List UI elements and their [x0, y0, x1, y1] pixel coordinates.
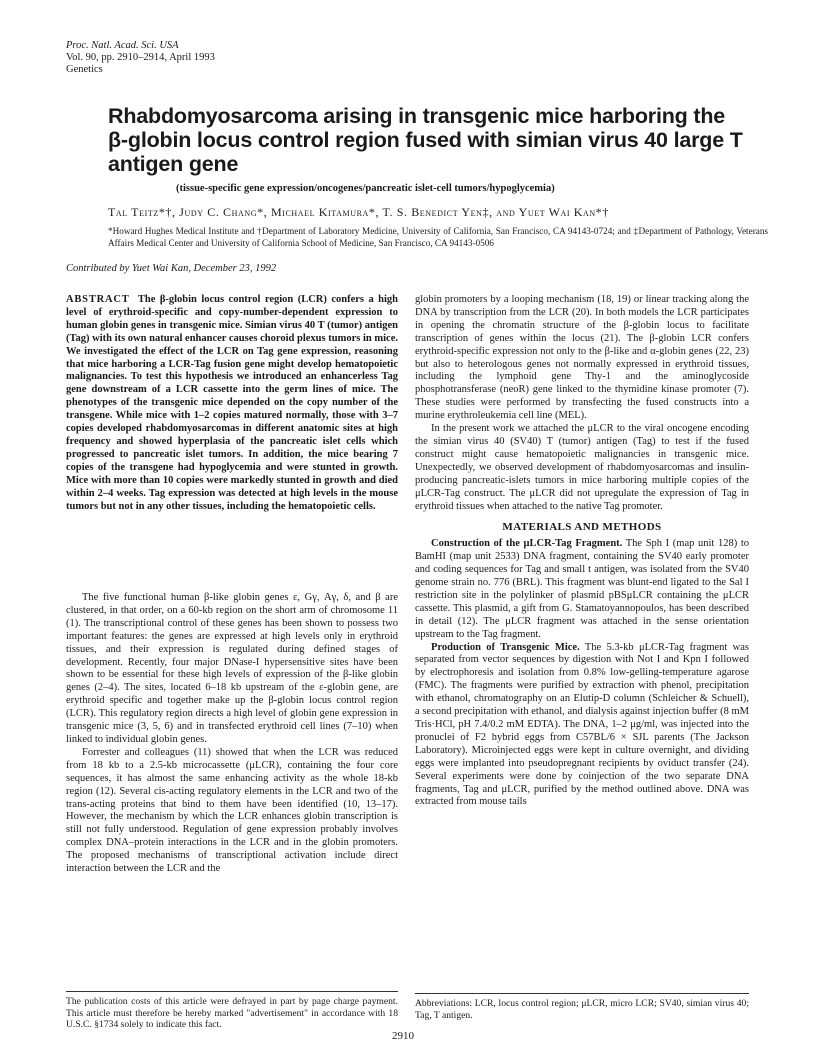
abbreviations-footnote: Abbreviations: LCR, locus control region; μLCR, micro LCR; SV40, simian virus 40; Tag, T antigen.: [415, 998, 749, 1021]
footnote-divider-right: [415, 993, 749, 994]
abstract: [66, 294, 398, 513]
production-text: The 5.3-kb μLCR-Tag fragment was separated from vector sequences by digestion with Not I and Kpn I followed by electrophoresis and isolation from 0.8% low-gelling-temperature agarose (FMC). The fragments were purified by extraction with phenol, precipitation with ethanol, chromatography on an Elutip-D column (Schleicher & Schuell), a second precipitation with ethanol, and dialysis against injection buffer (8 mM Tris·HCl, pH 7.4/0.2 mM EDTA). The DNA, 1–2 μg/ml, was injected into the pronuclei of F2 hybrid eggs from C57BL/6 × SJL parents (The Jackson Laboratory). Microinjected eggs were kept in culture overnight, and dividing eggs were implanted into pseudopregnant recipients by oviduct transfer (24). Several experiments were done by coinjection of the two separate DNA fragments, Tag and μLCR, purified by the method outlined above. DNA was extracted from mouse tails: [415, 641, 750, 808]
intro-continued: globin promoters by a looping mechanism (18, 19) or linear tracking along the DNA by transcription from the LCR (20). In both models the LCR participates in opening the chromatin structure of the β-globin locus to facilitate transcription of genes within the locus (21). The β-globin LCR confers erythroid-specific expression not only to the β-like and α-globin genes (22, 23) but also to heterologous genes not normally expressed in erythroid tissues, including the lymphoid gene Thy-1 and the aminoglycoside phosphotransferase (neoR) gene linked to the thymidine kinase promoter (7). These studies were performed by transfecting the fused constructs into a murine erythroleukemia cell line (MEL).: [415, 294, 749, 422]
authors: Tal Teitz*†, Judy C. Chang*, Michael Kitamura*, T. S. Benedict Yen‡, and Yuet Wai Kan*†: [108, 205, 609, 219]
contributed-by: Contributed by Yuet Wai Kan, December 23, 1992: [66, 263, 277, 274]
article-title: Rhabdomyosarcoma arising in transgenic mice harboring the β-globin locus control region fused with simian virus 40 large T antigen gene: [108, 104, 743, 176]
construction-paragraph: [415, 538, 749, 641]
journal-header: [66, 40, 215, 76]
journal-volume: Vol. 90, pp. 2910–2914, April 1993: [66, 52, 215, 63]
abstract-text: The β-globin locus control region (LCR) confers a high level of erythroid-specific and copy-number-dependent expression to human globin genes in transgenic mice. Simian virus 40 T (tumor) antigen (Tag) with its own natural enhancer causes choroid plexus tumors in mice. We investigated the effect of the LCR on Tag gene expression, reasoning that mice harboring a LCR-Tag fusion gene might develop hematopoietic malignancies. To test this hypothesis we introduced an enhancerless Tag gene downstream of a LCR cassette into the germ lines of mice. The phenotypes of the transgenic mice depended on the copy number of the transgene. While mice with 1–2 copies matured normally, those with 3–7 copies developed rhabdomyosarcomas in different anatomic sites at high frequency and showed hyperplasia of the pancreatic islet cells which progressed to pancreatic islet tumors. In addition, the mice bearing 7 copies of the transgene had hypoglycemia and were stunted in growth. Mice with more than 10 copies were markedly stunted in growth and died within 2–4 weeks. Tag expression was detected at high levels in the mouse tumors but not in any other tissues, including the hematopoietic cells.: [66, 294, 399, 512]
footnote-divider-left: [66, 991, 398, 992]
publication-costs-footnote: The publication costs of this article were defrayed in part by page charge payment. This article must therefore be hereby marked "advertisement" in accordance with 18 U.S.C. §1734 solely to indicate this fact.: [66, 996, 398, 1030]
journal-name: Proc. Natl. Acad. Sci. USA: [66, 40, 179, 51]
journal-section: Genetics: [66, 64, 103, 75]
affiliations: *Howard Hughes Medical Institute and †Department of Laboratory Medicine, University of California, San Francisco, CA 94143-0724; and ‡Department of Pathology, Veterans Affairs Medical Center and University of California School of Medicine, San Francisco, CA 94143-0506: [108, 226, 768, 248]
intro-paragraph-3: In the present work we attached the μLCR to the viral oncogene encoding the simian virus 40 (SV40) T (tumor) antigen (Tag) to test if the fused construct might cause hematopoietic malignancies in transgenic mice. Unexpectedly, we observed development of rhabdomyosarcomas and insulin-producing pancreatic-islets tumors in mice harboring multiple copies of the μLCR-Tag construct. The μLCR did not upregulate the expression of Tag in erythroid tissues when attached to the native Tag promoter.: [415, 423, 749, 512]
intro-paragraph-1: The five functional human β-like globin genes ε, Gγ, Aγ, δ, and β are clustered, in that order, on a 60-kb region on the short arm of chromosome 11 (1). The transcriptional control of these genes has been shown to possess two important features: the genes are expressed at high levels only in erythroid tissues, and their expression is regulated during defined stages of development. Recently, four major DNase-I hypersensitive sites have been shown to be essential for these high levels of expression of the β-like globin genes (2–4). The sites, located 6–18 kb upstream of the ε-globin gene, are erythroid specific and together make up the β-globin locus control region (LCR). This regulatory region directs a high level of globin gene expression in transgenic mice (3, 5, 6) and in transfected erythroid cell lines (7–10) when linked to individual globin genes.: [66, 592, 398, 745]
production-heading: Production of Transgenic Mice.: [431, 641, 580, 653]
page-number: 2910: [392, 1030, 414, 1042]
methods-heading: MATERIALS AND METHODS: [502, 521, 662, 534]
construction-heading: Construction of the μLCR-Tag Fragment.: [431, 538, 623, 550]
left-body: [66, 592, 398, 876]
abstract-label: ABSTRACT: [66, 294, 130, 305]
keywords: (tissue-specific gene expression/oncogenes/pancreatic islet-cell tumors/hypoglycemia): [176, 183, 555, 194]
construction-text: The Sph I (map unit 128) to BamHI (map unit 2533) DNA fragment, containing the SV40 early promoter and coding sequences for Tag and small t antigen, was isolated from the SV40 genome strain no. 776 (BRL). This fragment was blunt-end ligated to the Sal I restriction site in the polylinker of plasmid pBSμLCR containing the μLCR cassette. This plasmid, a gift from G. Stamatoyannopoulos, has been described in detail (12). The μLCR fragment was attached in the sense orientation upstream to the Tag fragment.: [415, 538, 750, 640]
intro-paragraph-2: Forrester and colleagues (11) showed that when the LCR was reduced from 18 kb to a 2.5-kb microcassette (μLCR), containing the four core sequences, it has almost the same enhancing activity as the whole 18-kb region (12). Several cis-acting regulatory elements in the LCR and two of the trans-acting proteins that bind to them have been identified (10, 13–17). However, the mechanism by which the LCR enhances globin transcription is still not fully understood. Regulation of gene expression probably involves complex DNA–protein interactions in the LCR and in the globin promoters. The proposed mechanisms of transcriptional activation include direct interaction between the LCR and the: [66, 746, 398, 875]
right-body: [415, 294, 749, 809]
production-paragraph: [415, 642, 749, 810]
